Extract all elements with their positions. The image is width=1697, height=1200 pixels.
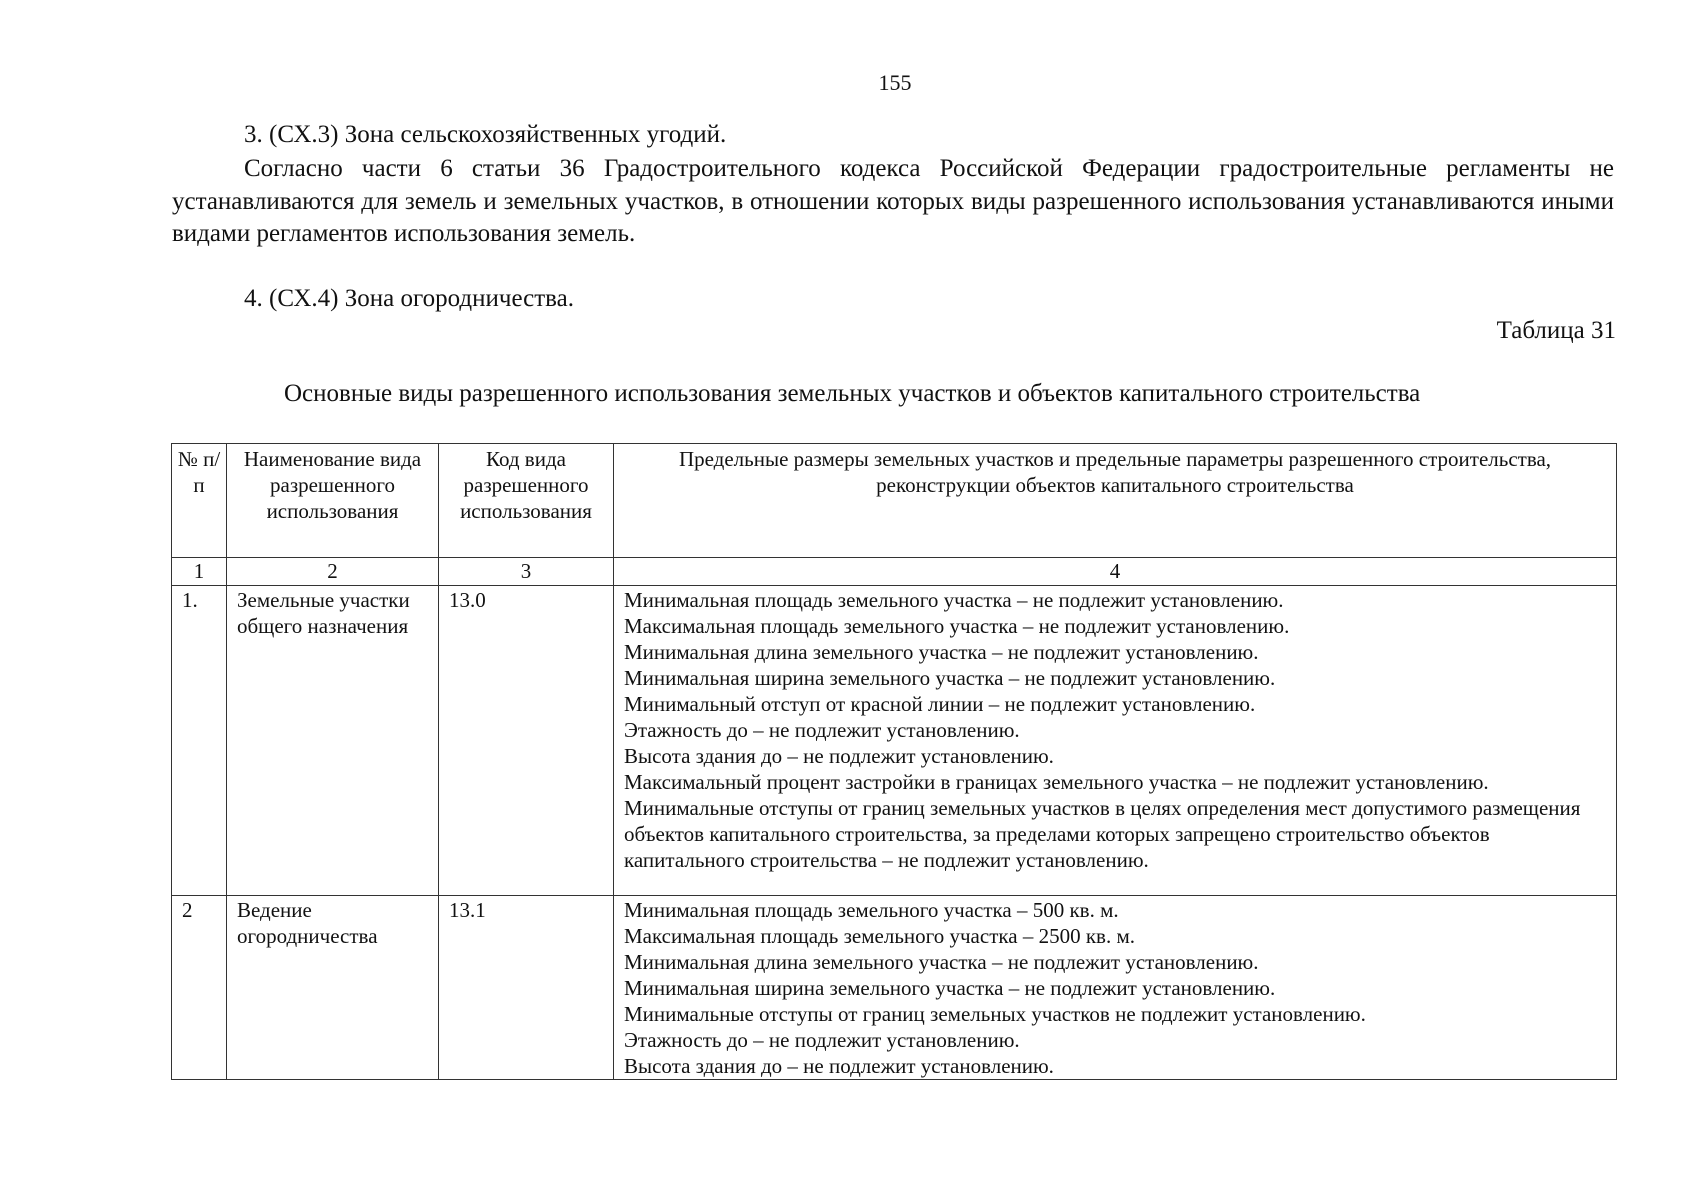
row-parameters (614, 896, 1617, 1080)
zone-3-text: Согласно части 6 статьи 36 Градостроительного кодекса Российской Федерации градостроительные регламенты не устанавливаются для земель и земельных участков, в отношении которых виды разрешенного использования устанавливаются иными видами регламентов использования земель. (172, 155, 1614, 247)
row-parameters (614, 586, 1617, 896)
parameter-line: Минимальная длина земельного участка – не подлежит установлению. (624, 950, 1259, 974)
header-number: № п/п (172, 444, 227, 558)
parameter-line: Этажность до – не подлежит установлению. (624, 718, 1020, 742)
parameter-line: Минимальная длина земельного участка – не подлежит установлению. (624, 640, 1259, 664)
page-number: 155 (878, 70, 912, 95)
parameter-line: Максимальная площадь земельного участка – 2500 кв. м. (624, 924, 1135, 948)
header-use-name: Наименование вида разрешенного использования (227, 444, 439, 558)
table-row (172, 896, 1617, 1080)
row-use-name: Земельные участки общего назначения (227, 586, 439, 896)
row-use-code: 13.0 (439, 586, 614, 896)
row-use-code: 13.1 (439, 896, 614, 1080)
parameter-line: Минимальные отступы от границ земельных участков не подлежит установлению. (624, 1002, 1366, 1026)
column-number: 1 (172, 558, 227, 586)
row-number: 2 (172, 896, 227, 1080)
parameter-line: Максимальная площадь земельного участка – не подлежит установлению. (624, 614, 1290, 638)
zone-3-heading: 3. (СХ.3) Зона сельскохозяйственных угодий. (244, 121, 727, 148)
table-label: Таблица 31 (1496, 317, 1616, 344)
header-use-code: Код вида разрешенного использования (439, 444, 614, 558)
column-number: 3 (439, 558, 614, 586)
zone-4-heading: 4. (СХ.4) Зона огородничества. (244, 285, 575, 312)
table-row (172, 586, 1617, 896)
parameter-line: Минимальная ширина земельного участка – не подлежит установлению. (624, 666, 1276, 690)
parameter-line: Минимальная площадь земельного участка – 500 кв. м. (624, 898, 1119, 922)
parameter-line: Минимальные отступы от границ земельных участков в целях определения мест допустимого размещения объектов капитального строительства, за пределами которых запрещено строительство объектов капитального строительства – не подлежит установлению. (624, 796, 1581, 872)
row-number: 1. (172, 586, 227, 896)
column-number: 4 (614, 558, 1617, 586)
parameter-line: Минимальный отступ от красной линии – не подлежит установлению. (624, 692, 1256, 716)
parameter-line: Высота здания до – не подлежит установлению. (624, 1054, 1054, 1078)
column-number-row (172, 558, 1617, 586)
table-title: Основные виды разрешенного использования земельных участков и объектов капитального строительства (284, 380, 1421, 407)
row-use-name: Ведение огородничества (227, 896, 439, 1080)
table-header-row (172, 444, 1617, 558)
regulations-table (171, 443, 1617, 1080)
parameter-line: Минимальная площадь земельного участка – не подлежит установлению. (624, 588, 1284, 612)
parameter-line: Этажность до – не подлежит установлению. (624, 1028, 1020, 1052)
parameter-line: Максимальный процент застройки в границах земельного участка – не подлежит установлению. (624, 770, 1489, 794)
column-number: 2 (227, 558, 439, 586)
parameter-line: Высота здания до – не подлежит установлению. (624, 744, 1054, 768)
parameter-line: Минимальная ширина земельного участка – не подлежит установлению. (624, 976, 1276, 1000)
header-parameters: Предельные размеры земельных участков и предельные параметры разрешенного строительства, реконструкции объектов капитального строительства (614, 444, 1617, 558)
